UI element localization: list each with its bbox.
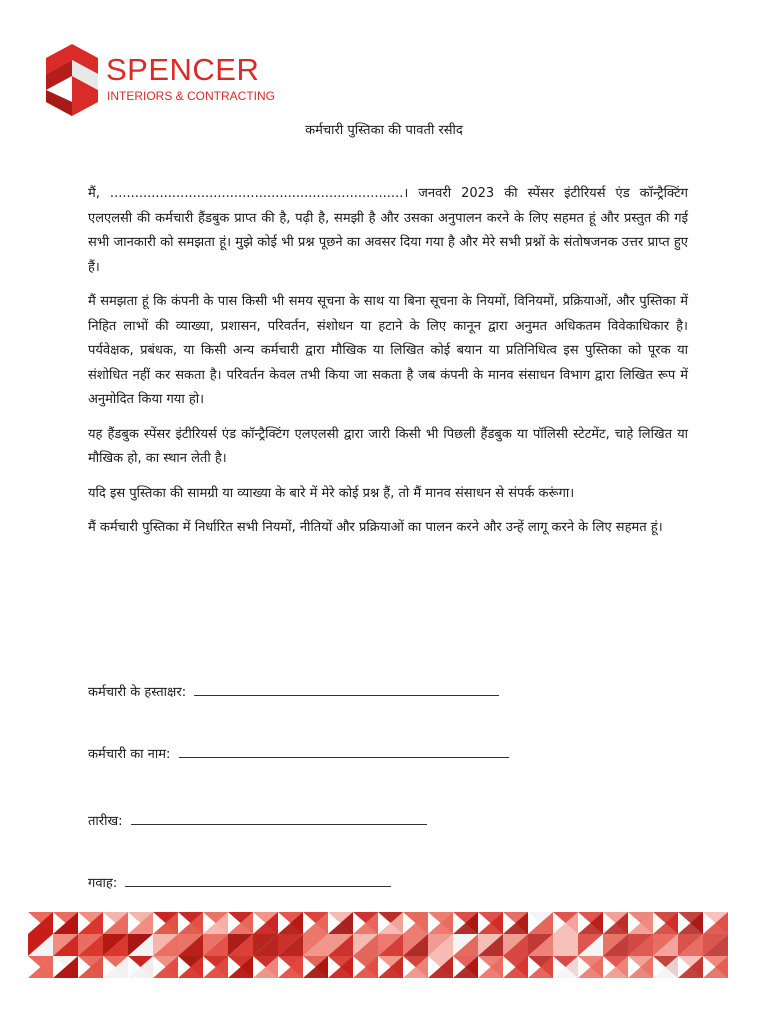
paragraph-questions: यदि इस पुस्तिका की सामग्री या व्याख्या के बारे में मेरे कोई प्रश्न हैं, तो मैं मानव संसाधन से संपर्क करूंगा।	[88, 485, 575, 501]
paragraph-acknowledgement: मैं, .......................................................................। जनवरी 2023 की स्पेंसर इंटीरियर्स एंड कॉन्ट्रैक्टिंग एलएलसी की कर्मचारी हैंडबुक प्राप्त की है, पढ़ी है, समझी है और उसका अनुपालन करने के लिए सहमत हूं और प्रस्तुत की गई सभी जानकारी को समझता हूं। मुझे कोई भी प्रश्न पूछने का अवसर दिया गया है और मेरे सभी प्रश्नों के संतोषजनक उत्तर प्राप्त हुए हैं।	[88, 186, 688, 275]
date-label: तारीख:	[88, 814, 123, 829]
logo-name: SPENCER	[106, 52, 260, 87]
logo-subtitle: INTERIORS & CONTRACTING	[107, 89, 276, 103]
employee-signature-line[interactable]	[194, 683, 499, 696]
document-title: कर्मचारी पुस्तिका की पावती रसीद	[305, 123, 463, 138]
paragraph-agreement: मैं कर्मचारी पुस्तिका में निर्धारित सभी नियमों, नीतियों और प्रक्रियाओं का पालन करने और उन्हें लागू करने के लिए सहमत हूं।	[88, 520, 663, 535]
witness-line[interactable]	[125, 874, 391, 887]
footer-decorative-band	[28, 912, 728, 978]
paragraph-discretion: मैं समझता हूं कि कंपनी के पास किसी भी समय सूचना के साथ या बिना सूचना के नियमों, विनियमों, प्रक्रियाओं, और पुस्तिका में निहित लाभों की व्याख्या, प्रशासन, परिवर्तन, संशोधन या हटाने के लिए कानून द्वारा अनुमत अधिकतम विवेकाधिकार है। पर्यवेक्षक, प्रबंधक, या किसी अन्य कर्मचारी द्वारा मौखिक या लिखित कोई बयान या प्रतिनिधित्व इस पुस्तिका को पूरक या संशोधित नहीं कर सकता है। परिवर्तन केवल तभी किया जा सकता है जब कंपनी के मानव संसाधन विभाग द्वारा लिखित रूप में अनुमोदित किया गया हो।	[88, 294, 688, 407]
logo-mark-icon	[44, 44, 100, 116]
date-field[interactable]	[88, 812, 427, 831]
employee-signature-field[interactable]	[88, 683, 499, 702]
date-line[interactable]	[131, 812, 427, 825]
employee-name-field[interactable]	[88, 745, 509, 764]
witness-field[interactable]	[88, 874, 391, 893]
witness-label: गवाह:	[88, 876, 118, 891]
paragraph-supersedes: यह हैंडबुक स्पेंसर इंटीरियर्स एंड कॉन्ट्रैक्टिंग एलएलसी द्वारा जारी किसी भी पिछली हैंडबुक या पॉलिसी स्टेटमेंट, चाहे लिखित या मौखिक हो, का स्थान लेती है।	[88, 426, 688, 466]
employee-name-label: कर्मचारी का नाम:	[88, 747, 171, 762]
company-logo	[44, 44, 274, 114]
employee-signature-label: कर्मचारी के हस्ताक्षर:	[88, 685, 187, 700]
document-body	[88, 182, 688, 551]
employee-name-line[interactable]	[179, 745, 509, 758]
